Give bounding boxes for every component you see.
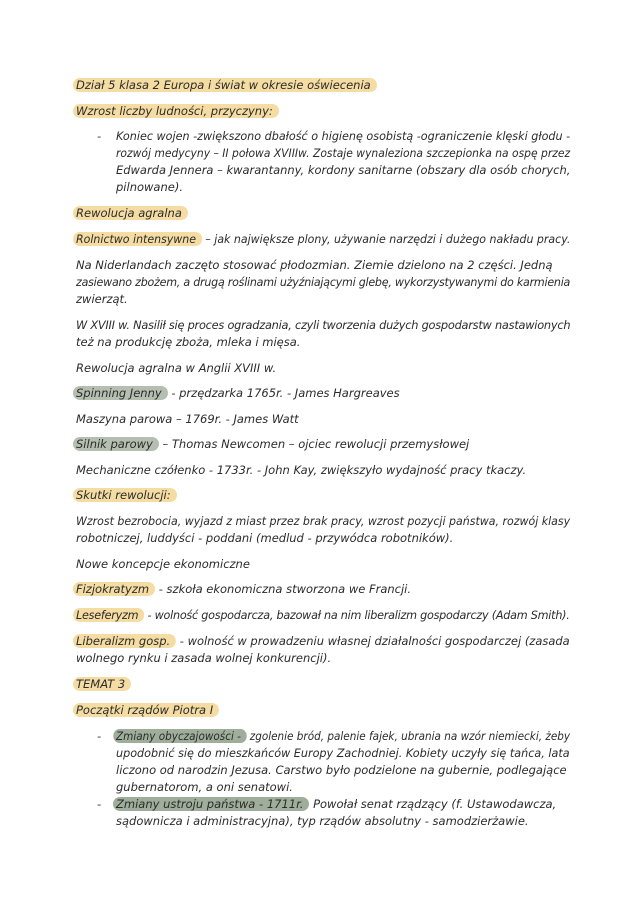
peter-heading-text: Początki rządów Piotra I	[73, 703, 219, 717]
flying-shuttle-line: Mechaniczne czółenko - 1733r. - John Kay, zwiększyło wydajność pracy tkaczy.	[76, 463, 527, 477]
effects-heading	[76, 487, 177, 504]
liberalism-definition: - wolność w prowadzeniu własnej działalności gospodarczej (zasada	[179, 634, 570, 648]
netherlands-line-3: zwierząt.	[76, 292, 128, 306]
agrarian-heading-text: Rewolucja agralna	[73, 206, 188, 220]
document-title-text: Dział 5 klasa 2 Europa i świat w okresie oświecenia	[73, 78, 377, 92]
peter-heading	[76, 702, 219, 719]
steam-engine-definition: – Thomas Newcomen – ojciec rewolucji przemysłowej	[162, 437, 470, 451]
system-term: Zmiany ustroju państwa - 1711r.	[113, 797, 309, 811]
intensive-farming-definition: – jak największe plony, używanie narzędzi i dużego nakładu pracy.	[205, 232, 571, 246]
population-bullet-line-3: Edwarda Jennera – kwarantanny, kordony sanitarne (obszary dla osób chorych,	[116, 163, 571, 177]
steam-machine-line: Maszyna parowa – 1769r. - James Watt	[76, 412, 299, 426]
agrarian-heading	[76, 205, 188, 222]
intensive-farming-line	[76, 231, 570, 248]
population-heading	[76, 103, 279, 120]
intensive-farming-term: Rolnictwo intensywne	[73, 232, 202, 246]
system-line-2: sądownicza i administracyjna), typ rządów absolutny - samodzierżawie.	[116, 814, 529, 828]
system-definition: Powołał senat rządzący (f. Ustawodawcza,	[309, 797, 557, 811]
customs-definition: zgolenie bród, palenie fajek, ubrania na wzór niemiecki, żeby	[246, 729, 571, 743]
customs-line-3: liczono od narodzin Jezusa. Carstwo było podzielone na gubernie, podlegające	[116, 763, 567, 777]
spinning-jenny-line	[76, 385, 400, 402]
liberalism-term: Liberalizm gosp.	[73, 634, 176, 648]
spinning-jenny-definition: - przędzarka 1765r. - James Hargreaves	[171, 386, 400, 400]
netherlands-line-1: Na Niderlandach zaczęto stosować płodozmian. Ziemie dzielono na 2 części. Jedną	[76, 258, 553, 272]
england-line: Rewolucja agralna w Anglii XVIII w.	[76, 361, 277, 375]
physiocracy-line	[76, 581, 411, 598]
customs-line-4: gubernatorom, a oni senatowi.	[116, 780, 293, 794]
system-bullet-dash: -	[97, 797, 102, 811]
system-line-1	[116, 796, 556, 813]
liberalism-line-2: wolnego rynku i zasada wolnej konkurencji).	[76, 651, 332, 665]
population-bullet-line-1: Koniec wojen -zwiększono dbałość o higienę osobistą -ograniczenie klęski głodu -	[116, 129, 571, 143]
topic3-heading-text: TEMAT 3	[73, 677, 131, 691]
topic3-heading	[76, 676, 131, 693]
customs-line-1	[116, 728, 570, 745]
population-bullet-dash: -	[97, 129, 102, 143]
document-title	[76, 77, 377, 94]
effects-line-1: Wzrost bezrobocia, wyjazd z miast przez brak pracy, wzrost pozycji państwa, rozwój klasy	[76, 514, 571, 528]
laissez-faire-definition: - wolność gospodarcza, bazował na nim liberalizm gospodarczy (Adam Smith).	[147, 608, 570, 622]
customs-term: Zmiany obyczajowości -	[113, 729, 246, 743]
enclosure-line-2: też na produkcję zboża, mleka i mięsa.	[76, 335, 301, 349]
population-heading-text: Wzrost liczby ludności, przyczyny:	[73, 104, 279, 118]
customs-line-2: upodobnić się do mieszkańców Europy Zachodniej. Kobiety uczyły się tańca, lata	[116, 746, 570, 760]
physiocracy-definition: - szkoła ekonomiczna stworzona we Francji.	[158, 582, 412, 596]
netherlands-line-2: zasiewano zbożem, a drugą roślinami użyźniającymi glebę, wykorzystywanymi do karmienia	[76, 275, 571, 289]
laissez-faire-line	[76, 607, 570, 624]
steam-engine-line	[76, 436, 469, 453]
effects-line-2: robotniczej, luddyści - poddani (medlud - przywódca robotników).	[76, 531, 454, 545]
spinning-jenny-term: Spinning Jenny	[73, 386, 168, 400]
population-bullet-line-4: pilnowane).	[116, 180, 183, 194]
concepts-line: Nowe koncepcje ekonomiczne	[76, 557, 250, 571]
steam-engine-term: Silnik parowy	[73, 437, 159, 451]
effects-heading-text: Skutki rewolucji:	[73, 488, 177, 502]
enclosure-line-1: W XVIII w. Nasilił się proces ogradzania, czyli tworzenia dużych gospodarstw nastawionych	[76, 318, 571, 332]
liberalism-line-1	[76, 633, 570, 650]
physiocracy-term: Fizjokratyzm	[73, 582, 155, 596]
population-bullet-line-2: rozwój medycyny – II połowa XVIIIw. Zostaje wynaleziona szczepionka na ospę przez	[116, 146, 571, 160]
customs-bullet-dash: -	[97, 729, 102, 743]
laissez-faire-term: Leseferyzm	[73, 608, 144, 622]
